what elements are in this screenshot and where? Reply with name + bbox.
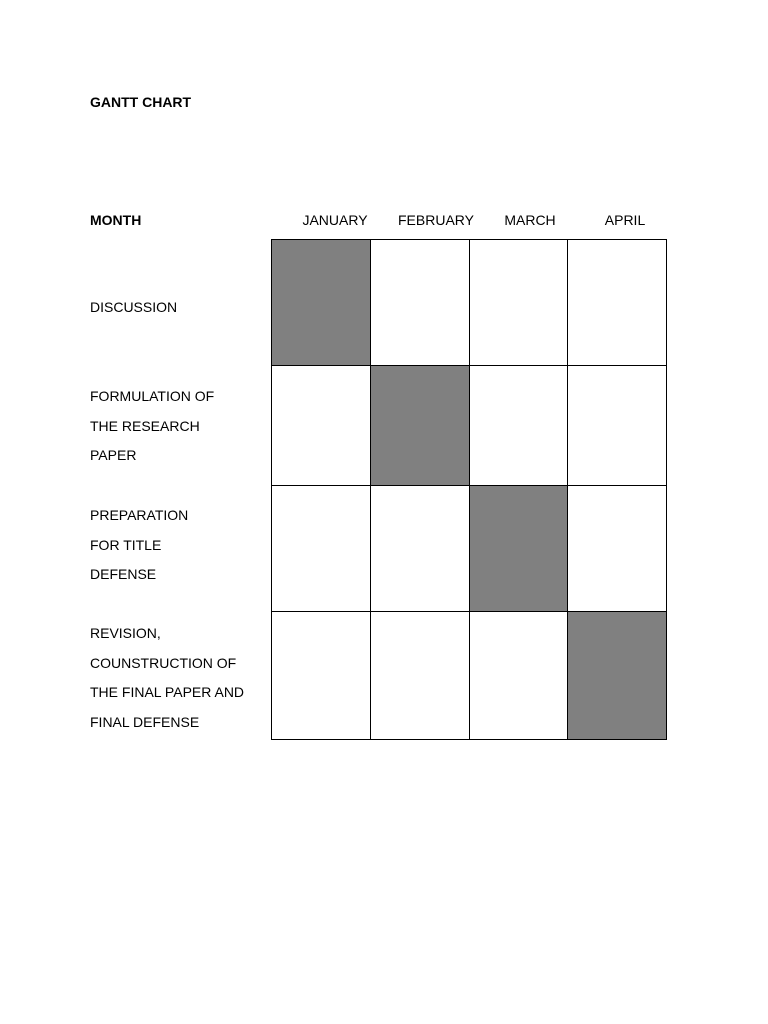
gantt-cell-active (272, 240, 371, 366)
gantt-cell-empty (568, 366, 667, 486)
gantt-cell-empty (568, 486, 667, 612)
gantt-cell-empty (272, 366, 371, 486)
gantt-cell-empty (470, 240, 568, 366)
gantt-cell-empty (272, 612, 371, 740)
gantt-cell-active (371, 366, 470, 486)
task-label-line: COUNSTRUCTION OF (90, 654, 237, 671)
task-label-line: REVISION, (90, 625, 161, 641)
gantt-cell-empty (371, 486, 470, 612)
task-label-discussion (90, 293, 177, 323)
gantt-cell-empty (470, 612, 568, 740)
task-label-revision (90, 619, 244, 738)
task-label-formulation (90, 382, 214, 471)
task-label-line: PREPARATION (90, 507, 189, 523)
task-label-line: FORMULATION OF (90, 388, 215, 404)
task-label-line: DISCUSSION (90, 299, 178, 315)
gantt-cell-empty (568, 240, 667, 366)
task-label-line: THE RESEARCH (90, 417, 200, 434)
task-label-line: DEFENSE (90, 566, 157, 583)
gantt-cell-empty (470, 366, 568, 486)
gantt-grid (271, 239, 667, 740)
month-header-april: APRIL (604, 212, 646, 228)
gantt-cell-empty (272, 486, 371, 612)
row-header-label: MONTH (90, 212, 142, 228)
task-label-line: FOR TITLE (90, 536, 162, 553)
page-title: GANTT CHART (90, 94, 192, 110)
month-header-february: FEBRUARY (398, 212, 474, 228)
month-header-january: JANUARY (302, 212, 368, 228)
month-header-march: MARCH (504, 212, 556, 228)
task-label-line: FINAL DEFENSE (90, 714, 200, 731)
gantt-cell-empty (371, 240, 470, 366)
task-label-line: PAPER (90, 447, 137, 464)
task-label-preparation (90, 501, 188, 590)
gantt-cell-active (470, 486, 568, 612)
task-label-line: THE FINAL PAPER AND (90, 684, 245, 701)
gantt-cell-active (568, 612, 667, 740)
gantt-cell-empty (371, 612, 470, 740)
